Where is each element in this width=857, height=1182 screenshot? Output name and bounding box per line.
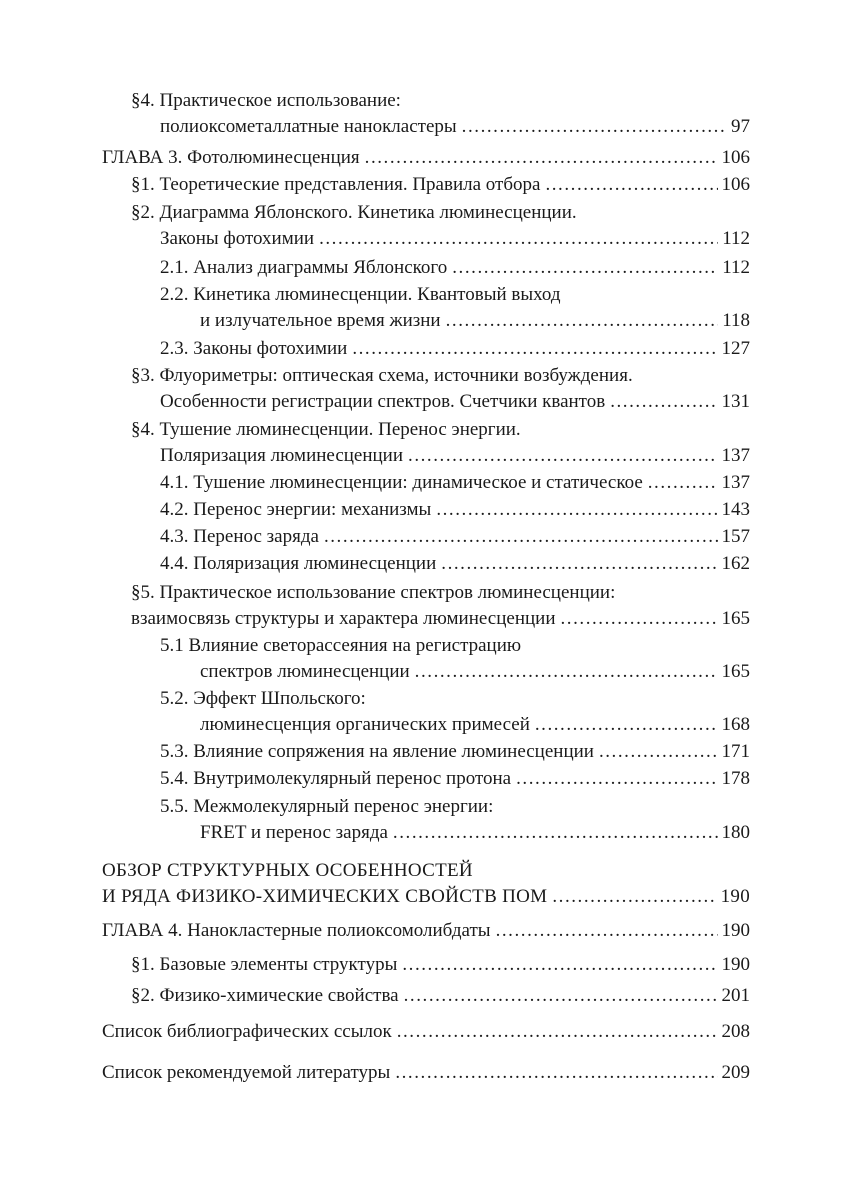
dot-leader — [402, 952, 717, 978]
page-number: 137 — [721, 445, 750, 466]
toc-entry-title: 5.2. Эффект Шпольского: — [160, 688, 366, 709]
toc-entry — [0, 794, 750, 846]
toc-entry-last-line — [0, 884, 750, 910]
dot-leader — [535, 712, 718, 738]
dot-leader — [545, 172, 717, 198]
toc-entry-last-line — [0, 983, 750, 1009]
dot-leader — [393, 820, 718, 846]
dot-leader — [452, 255, 718, 281]
toc-entry — [0, 580, 750, 632]
page-number: 97 — [731, 116, 750, 137]
toc-entry-title: §3. Флуориметры: оптическая схема, источники возбуждения. — [131, 365, 633, 386]
page-number: 118 — [722, 310, 750, 331]
toc-entry-last-line — [0, 739, 750, 765]
page-number: 157 — [721, 526, 750, 547]
page-number: 131 — [721, 391, 750, 412]
toc-entry-last-line — [0, 336, 750, 362]
toc-entry-line — [0, 580, 750, 606]
toc-entry-line — [0, 858, 750, 884]
toc-entry-last-line — [0, 918, 750, 944]
toc-entry — [0, 858, 750, 910]
toc-entry — [0, 470, 750, 496]
toc-entry-last-line — [0, 659, 750, 685]
toc-entry-last-line — [0, 1019, 750, 1045]
toc-entry-last-line — [0, 255, 750, 281]
toc-entry-title: 4.2. Перенос энергии: механизмы — [160, 499, 432, 520]
toc-entry — [0, 918, 750, 944]
dot-leader — [415, 659, 718, 685]
page-number: 178 — [721, 768, 750, 789]
page-number: 162 — [721, 553, 750, 574]
toc-entry-title: 4.1. Тушение люминесценции: динамическое и статическое — [160, 472, 643, 493]
toc-entry-title: Список рекомендуемой литературы — [102, 1062, 391, 1083]
toc-entry-title: спектров люминесценции — [200, 661, 410, 682]
toc-entry — [0, 200, 750, 252]
toc-entry-last-line — [0, 766, 750, 792]
toc-entry-line — [0, 794, 750, 820]
toc-entry-title: 5.3. Влияние сопряжения на явление люминесценции — [160, 741, 594, 762]
toc-entry-title: 2.2. Кинетика люминесценции. Квантовый выход — [160, 284, 561, 305]
toc-entry-title: Список библиографических ссылок — [102, 1021, 392, 1042]
toc-entry-title: 5.4. Внутримолекулярный перенос протона — [160, 768, 512, 789]
page-number: 190 — [721, 954, 750, 975]
toc-entry-last-line — [0, 114, 750, 140]
dot-leader — [352, 336, 717, 362]
toc-entry-title: полиоксометаллатные нанокластеры — [160, 116, 457, 137]
toc-entry-last-line — [0, 952, 750, 978]
page-number: 171 — [721, 741, 750, 762]
toc-entry — [0, 739, 750, 765]
page-number: 112 — [722, 228, 750, 249]
toc-entry-line — [0, 633, 750, 659]
toc-entry-title: ОБЗОР СТРУКТУРНЫХ ОСОБЕННОСТЕЙ — [102, 860, 473, 881]
toc-entry-title: И РЯДА ФИЗИКО-ХИМИЧЕСКИХ СВОЙСТВ ПОМ — [102, 886, 548, 907]
toc-entry-title: люминесценция органических примесей — [200, 714, 530, 735]
toc-entry — [0, 1060, 750, 1086]
toc-entry — [0, 983, 750, 1009]
toc-entry-title: 4.3. Перенос заряда — [160, 526, 319, 547]
toc-entry-last-line — [0, 712, 750, 738]
page-number: 168 — [721, 714, 750, 735]
toc-entry-last-line — [0, 470, 750, 496]
dot-leader — [319, 226, 718, 252]
toc-entry — [0, 363, 750, 415]
dot-leader — [441, 551, 717, 577]
toc-entry-last-line — [0, 1060, 750, 1086]
toc-entry-title: §5. Практическое использование спектров люминесценции: — [131, 582, 616, 603]
page-number: 201 — [721, 985, 750, 1006]
toc-entry-line — [0, 200, 750, 226]
toc-entry-line — [0, 363, 750, 389]
page-number: 127 — [721, 338, 750, 359]
page-number: 190 — [721, 920, 750, 941]
dot-leader — [496, 918, 718, 944]
toc-entry-last-line — [0, 524, 750, 550]
dot-leader — [324, 524, 718, 550]
dot-leader — [648, 470, 718, 496]
toc-entry-title: §1. Базовые элементы структуры — [131, 954, 398, 975]
dot-leader — [561, 606, 718, 632]
toc-entry-title: 2.1. Анализ диаграммы Яблонского — [160, 257, 448, 278]
toc-entry-title: §1. Теоретические представления. Правила отбора — [131, 174, 541, 195]
toc-entry-last-line — [0, 443, 750, 469]
page-number: 208 — [721, 1021, 750, 1042]
dot-leader — [599, 739, 718, 765]
dot-leader — [610, 389, 717, 415]
toc-entry-last-line — [0, 308, 750, 334]
toc-entry-last-line — [0, 606, 750, 632]
dot-leader — [436, 497, 717, 523]
toc-entry-title: и излучательное время жизни — [200, 310, 441, 331]
dot-leader — [446, 308, 719, 334]
toc-entry-title: 5.5. Межмолекулярный перенос энергии: — [160, 796, 494, 817]
toc-entry — [0, 686, 750, 738]
toc-entry-last-line — [0, 145, 750, 171]
dot-leader — [404, 983, 718, 1009]
toc-entry-title: 4.4. Поляризация люминесценции — [160, 553, 437, 574]
toc-entry-title: ГЛАВА 4. Нанокластерные полиоксомолибдаты — [102, 920, 491, 941]
toc-entry-title: §2. Диаграмма Яблонского. Кинетика люминесценции. — [131, 202, 577, 223]
page-number: 165 — [721, 661, 750, 682]
page-number: 106 — [721, 174, 750, 195]
toc-entry — [0, 172, 750, 198]
dot-leader — [408, 443, 717, 469]
toc-entry — [0, 255, 750, 281]
dot-leader — [552, 884, 716, 910]
page-number: 106 — [721, 147, 750, 168]
dot-leader — [516, 766, 717, 792]
page-number: 190 — [720, 886, 750, 907]
page-number: 112 — [722, 257, 750, 278]
toc-entry — [0, 282, 750, 334]
toc-entry-last-line — [0, 551, 750, 577]
toc-entry — [0, 417, 750, 469]
toc-entry-title: §2. Физико-химические свойства — [131, 985, 399, 1006]
dot-leader — [462, 114, 727, 140]
toc-entry-title: Поляризация люминесценции — [160, 445, 404, 466]
page-number: 180 — [721, 822, 750, 843]
toc-entry-last-line — [0, 226, 750, 252]
toc-entry — [0, 336, 750, 362]
page-number: 209 — [721, 1062, 750, 1083]
toc-entry — [0, 952, 750, 978]
page-number: 165 — [721, 608, 750, 629]
dot-leader — [395, 1060, 717, 1086]
toc-entry — [0, 497, 750, 523]
dot-leader — [365, 145, 718, 171]
toc-entry-title: взаимосвязь структуры и характера люминесценции — [131, 608, 556, 629]
toc-entry-title: 2.3. Законы фотохимии — [160, 338, 348, 359]
toc-entry — [0, 88, 750, 140]
toc-entry — [0, 633, 750, 685]
toc-entry-last-line — [0, 389, 750, 415]
toc-entry — [0, 1019, 750, 1045]
toc-entry-title: §4. Практическое использование: — [131, 90, 401, 111]
toc-entry-title: Особенности регистрации спектров. Счетчики квантов — [160, 391, 606, 412]
toc-entry — [0, 524, 750, 550]
toc-entry-last-line — [0, 172, 750, 198]
page-number: 137 — [721, 472, 750, 493]
toc-entry — [0, 766, 750, 792]
toc-entry-title: ГЛАВА 3. Фотолюминесценция — [102, 147, 360, 168]
toc-entry-last-line — [0, 820, 750, 846]
toc-entry-title: Законы фотохимии — [160, 228, 315, 249]
dot-leader — [397, 1019, 718, 1045]
toc-entry-title: 5.1 Влияние светорассеяния на регистрацию — [160, 635, 522, 656]
toc-entry-line — [0, 88, 750, 114]
toc-entry — [0, 551, 750, 577]
toc-entry-line — [0, 686, 750, 712]
toc-entry-line — [0, 417, 750, 443]
toc-entry-line — [0, 282, 750, 308]
page-number: 143 — [721, 499, 750, 520]
toc-entry — [0, 145, 750, 171]
toc-entry-title: §4. Тушение люминесценции. Перенос энергии. — [131, 419, 521, 440]
toc-entry-last-line — [0, 497, 750, 523]
toc-entry-title: FRET и перенос заряда — [200, 822, 388, 843]
